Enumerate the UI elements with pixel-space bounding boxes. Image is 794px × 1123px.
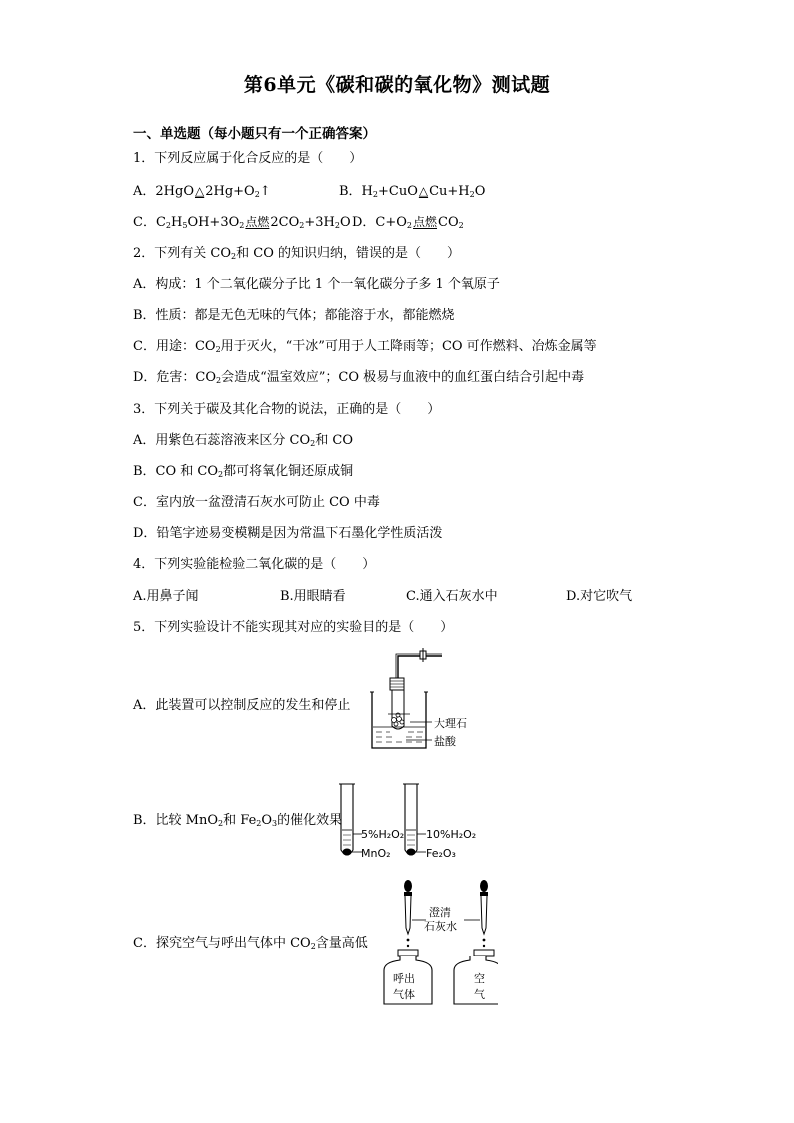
q4-option-c: C.通入石灰水中 xyxy=(406,589,498,604)
label-exhaled-1: 呼出 xyxy=(393,972,415,985)
q3-option-d: D．铅笔字迹易变模糊是因为常温下石墨化学性质活泼 xyxy=(133,526,443,541)
q1-stem: 1．下列反应属于化合反应的是（ ） xyxy=(133,151,363,166)
apparatus-a-diagram xyxy=(360,648,500,754)
label-right-bottom: Fe₂O₃ xyxy=(426,847,456,860)
q5-option-c: C．探究空气与呼出气体中 $CO_2$含量高低 xyxy=(133,936,368,951)
q3-option-b: B．CO 和 $CO_2$都可将氧化铜还原成铜 xyxy=(133,464,354,479)
dropper-left-icon xyxy=(404,880,412,947)
q5-option-a: A．此装置可以控制反应的发生和停止 xyxy=(133,698,351,713)
label-air-2: 气 xyxy=(474,988,485,1001)
q1-option-d: D．$C+O_2$点燃$CO_2$ xyxy=(352,215,464,230)
label-lime-1: 澄清 xyxy=(429,906,451,919)
label-right-top: 10%H₂O₂ xyxy=(426,828,477,841)
q2-option-b: B．性质：都是无色无味的气体；都能溶于水，都能燃烧 xyxy=(133,308,455,323)
q4-option-b: B.用眼睛看 xyxy=(280,589,346,604)
q1-option-b: B．$H_2+CuO\triangle Cu+H_2O$ xyxy=(339,184,486,199)
q2-option-d: D．危害：$CO_2$会造成“温室效应”；CO 极易与血液中的血红蛋白结合引起中毒 xyxy=(133,370,585,385)
q4-option-a: A.用鼻子闻 xyxy=(133,589,199,604)
q4-option-d: D.对它吹气 xyxy=(566,589,633,604)
label-air-1: 空 xyxy=(474,972,485,985)
q5-option-b: B．比较 MnO$_2$和 $Fe_2O_3$的催化效果 xyxy=(133,813,343,828)
q1-option-c: C．$C_2H_5OH+3O_2$点燃$2CO_2+3H_2O$ xyxy=(133,215,351,230)
label-marble: 大理石 xyxy=(434,717,467,730)
label-left-bottom: MnO₂ xyxy=(361,847,391,860)
marble-pieces-icon xyxy=(392,713,405,726)
q5-stem: 5．下列实验设计不能实现其对应的实验目的是（ ） xyxy=(133,620,454,635)
q3-option-c: C．室内放一盆澄清石灰水可防止 CO 中毒 xyxy=(133,495,380,510)
dropper-right-icon xyxy=(480,880,488,947)
q1-option-a: A．$2HgO\triangle 2Hg+O_2↑$ xyxy=(133,184,271,199)
q3-stem: 3．下列关于碳及其化合物的说法，正确的是（ ） xyxy=(133,402,441,417)
label-acid: 盐酸 xyxy=(434,735,456,748)
page-title: 第6单元《碳和碳的氧化物》测试题 xyxy=(243,74,551,96)
q4-stem: 4．下列实验能检验二氧化碳的是（ ） xyxy=(133,557,376,572)
label-lime-2: 石灰水 xyxy=(424,920,457,933)
q2-option-a: A．构成：1 个二氧化碳分子比 1 个一氧化碳分子多 1 个氧原子 xyxy=(133,277,500,292)
q2-option-c: C．用途：$CO_2$用于灭火，“干冰”可用于人工降雨等；CO 可作燃料、冶炼金属等 xyxy=(133,339,597,354)
q3-option-a: A．用紫色石蕊溶液来区分 $CO_2$和 CO xyxy=(133,433,353,448)
section-heading: 一、单选题（每小题只有一个正确答案） xyxy=(133,126,376,142)
label-left-top: 5%H₂O₂ xyxy=(361,828,405,841)
label-exhaled-2: 气体 xyxy=(393,988,415,1001)
q2-stem: 2．下列有关 $CO_2$和 CO 的知识归纳，错误的是（ ） xyxy=(133,246,460,261)
